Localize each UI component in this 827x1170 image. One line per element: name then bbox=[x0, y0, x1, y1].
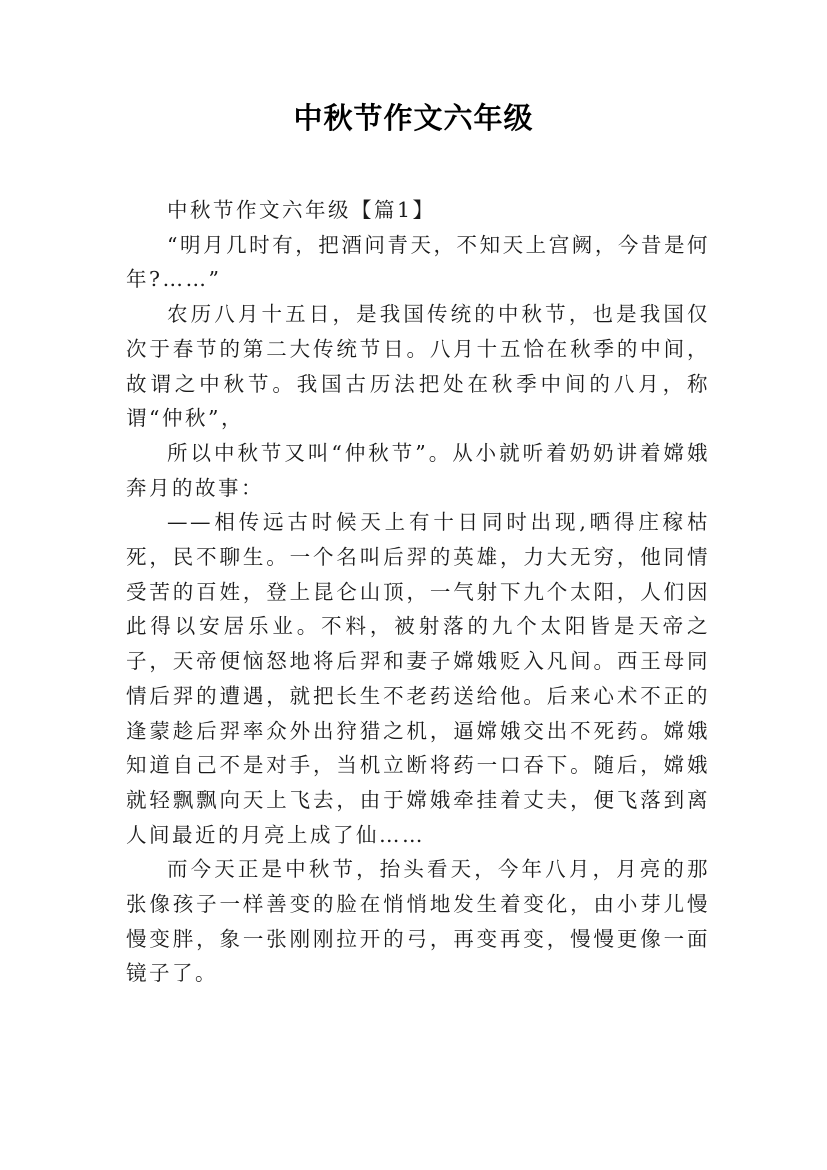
document-body bbox=[126, 193, 710, 991]
paragraph: 所以中秋节又叫“仲秋节”。从小就听着奶奶讲着嫦娥奔月的故事： bbox=[126, 440, 710, 500]
section-heading: 中秋节作文六年级【篇1】 bbox=[167, 198, 436, 222]
paragraph: 农历八月十五日，是我国传统的中秋节，也是我国仅次于春节的第二大传统节日。八月十五恰在秋季的中间，故谓之中秋节。我国古历法把处在秋季中间的八月，称谓“仲秋”， bbox=[126, 302, 710, 431]
paragraph: ——相传远古时候天上有十日同时出现,晒得庄稼枯死，民不聊生。一个名叫后羿的英雄，力大无穷，他同情受苦的百姓，登上昆仑山顶，一气射下九个太阳，人们因此得以安居乐业。不料，被射落的九个太阳皆是天帝之子，天帝便恼怒地将后羿和妻子嫦娥贬入凡间。西王母同情后羿的遭遇，就把长生不老药送给他。后来心术不正的逢蒙趁后羿率众外出狩猎之机，逼嫦娥交出不死药。嫦娥知道自己不是对手，当机立断将药一口吞下。随后，嫦娥就轻飘飘向天上飞去，由于嫦娥牵挂着丈夫，便飞落到离人间最近的月亮上成了仙…… bbox=[126, 510, 710, 847]
paragraph: 而今天正是中秋节，抬头看天，今年八月，月亮的那张像孩子一样善变的脸在悄悄地发生着变化，由小芽儿慢慢变胖，象一张刚刚拉开的弓，再变再变，慢慢更像一面镜子了。 bbox=[126, 857, 710, 986]
paragraph: “明月几时有，把酒问青天，不知天上宫阙，今昔是何年?……” bbox=[126, 232, 710, 292]
document-title: 中秋节作文六年级 bbox=[293, 101, 534, 135]
